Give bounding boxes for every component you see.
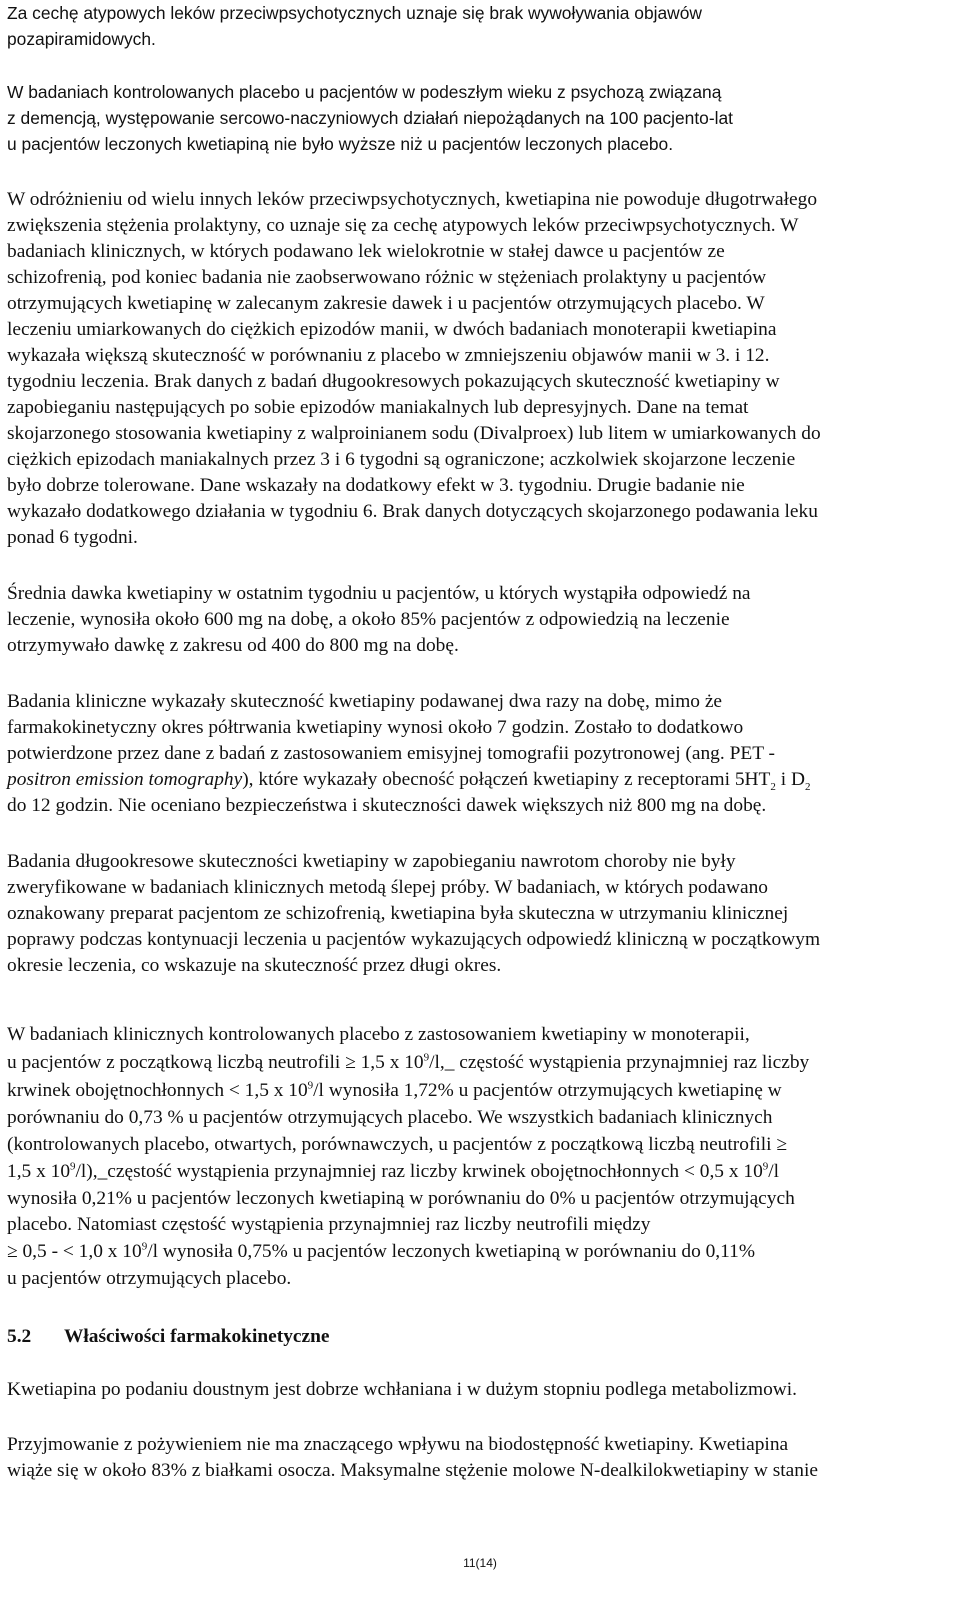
paragraph-3-line-14: ponad 6 tygodni. <box>7 527 138 548</box>
paragraph-3-line-8: tygodniu leczenia. Brak danych z badań długookresowych pokazujących skuteczność kwetiapiny w <box>7 371 780 392</box>
text-run: ), które wykazały obecność połączeń kwetiapiny z receptorami 5HT <box>242 769 771 790</box>
section-number: 5.2 <box>7 1326 32 1347</box>
paragraph-7-line-7: wynosiła 0,21% u pacjentów leczonych kwetiapiną w porównaniu do 0% u pacjentów otrzymujących <box>7 1188 795 1209</box>
paragraph-3-line-3: badaniach klinicznych, w których podawano lek wielokrotnie w stałej dawce u pacjentów ze <box>7 241 725 262</box>
text-run: krwinek obojętnochłonnych < 1,5 x 10 <box>7 1080 308 1101</box>
paragraph-1-line-1: Za cechę atypowych leków przeciwpsychotycznych uznaje się brak wywoływania objawów <box>7 3 702 23</box>
superscript: 9 <box>307 1079 314 1092</box>
superscript: 9 <box>141 1240 148 1253</box>
paragraph-6-line-5: okresie leczenia, co wskazuje na skuteczność przez długi okres. <box>7 955 502 976</box>
superscript: 9 <box>70 1160 76 1173</box>
section-heading <box>7 1324 330 1350</box>
paragraph-7-line-4: porównaniu do 0,73 % u pacjentów otrzymujących placebo. We wszystkich badaniach klinicznych <box>7 1107 773 1128</box>
paragraph-4-line-3: otrzymywało dawkę z zakresu od 400 do 800 mg na dobę. <box>7 635 459 656</box>
paragraph-7-line-5: (kontrolowanych placebo, otwartych, porównawczych, u pacjentów z początkową liczbą neutrofili ≥ <box>7 1134 788 1155</box>
paragraph-8-line-1: Kwetiapina po podaniu doustnym jest dobrze wchłaniana i w dużym stopniu podlega metabolizmowi. <box>7 1379 797 1400</box>
paragraph-5-line-2: farmakokinetyczny okres półtrwania kwetiapiny wynosi około 7 godzin. Zostało to dodatkowo <box>7 717 744 738</box>
paragraph-2-line-3: u pacjentów leczonych kwetiapiną nie było wyższe niż u pacjentów leczonych placebo. <box>7 134 674 154</box>
paragraph-6-line-3: oznakowany preparat pacjentom ze schizofrenią, kwetiapina była skuteczna w utrzymaniu klinicznej <box>7 903 789 924</box>
paragraph-6-line-2: zweryfikowane w badaniach klinicznych metodą ślepej próby. W badaniach, w których podawano <box>7 877 768 898</box>
section-title: Właściwości farmakokinetyczne <box>64 1326 330 1347</box>
paragraph-3-line-9: zapobieganiu następujących po sobie epizodów maniakalnych lub depresyjnych. Dane na temat <box>7 397 749 418</box>
paragraph-6-line-4: poprawy podczas kontynuacji leczenia u pacjentów wykazujących odpowiedź kliniczną w początkowym <box>7 929 821 950</box>
paragraph-5-line-5: do 12 godzin. Nie oceniano bezpieczeństwa i skuteczności dawek większych niż 800 mg na dobę. <box>7 795 767 816</box>
paragraph-7-line-1: W badaniach klinicznych kontrolowanych placebo z zastosowaniem kwetiapiny w monoterapii, <box>7 1024 750 1045</box>
paragraph-3-line-2: zwiększenia stężenia prolaktyny, co uznaje się za cechę atypowych leków przeciwpsychotycznych. W <box>7 215 799 236</box>
subscript: 2 <box>770 780 776 793</box>
text-run: /l),_częstość wystąpienia przynajmniej raz liczby krwinek obojętnochłonnych < 0,5 x 10 <box>75 1161 763 1182</box>
paragraph-7-line-3 <box>7 1078 782 1104</box>
paragraph-1-line-2: pozapiramidowych. <box>7 29 156 49</box>
paragraph-9-line-2: wiąże się w około 83% z białkami osocza. Maksymalne stężenie molowe N-dealkilokwetiapiny w stanie <box>7 1460 818 1481</box>
paragraph-9-line-1: Przyjmowanie z pożywieniem nie ma znaczącego wpływu na biodostępność kwetiapiny. Kwetiapina <box>7 1434 789 1455</box>
text-run: /l wynosiła 1,72% u pacjentów otrzymujących kwetiapinę w <box>313 1080 782 1101</box>
paragraph-7-line-2 <box>7 1050 809 1076</box>
page-number: 11(14) <box>463 1556 497 1570</box>
paragraph-3-line-10: skojarzonego stosowania kwetiapiny z walproinianem sodu (Divalproex) lub litem w umiarkowanych do <box>7 423 821 444</box>
superscript: 9 <box>423 1051 430 1064</box>
paragraph-5-line-3: potwierdzone przez dane z badań z zastosowaniem emisyjnej tomografii pozytronowej (ang. PET - <box>7 743 776 764</box>
paragraph-7-line-6 <box>7 1159 779 1185</box>
paragraph-4-line-1: Średnia dawka kwetiapiny w ostatnim tygodniu u pacjentów, u których wystąpiła odpowiedź na <box>7 583 751 604</box>
paragraph-5-line-4 <box>7 767 810 793</box>
paragraph-3-line-6: leczeniu umiarkowanych do ciężkich epizodów manii, w dwóch badaniach monoterapii kwetiapina <box>7 319 777 340</box>
paragraph-3-line-7: wykazała większą skuteczność w porównaniu z placebo w zmniejszeniu objawów manii w 3. i 12. <box>7 345 770 366</box>
paragraph-4-line-2: leczenie, wynosiła około 600 mg na dobę, a około 85% pacjentów z odpowiedzią na leczenie <box>7 609 730 630</box>
paragraph-2-line-1: W badaniach kontrolowanych placebo u pacjentów w podeszłym wieku z psychozą związaną <box>7 82 722 102</box>
paragraph-3-line-13: wykazało dodatkowego działania w tygodniu 6. Brak danych dotyczących skojarzonego podawania leku <box>7 501 818 522</box>
subscript: 2 <box>804 780 811 793</box>
text-run: i D <box>775 769 805 790</box>
text-run: ≥ 0,5 - < 1,0 x 10 <box>7 1241 142 1262</box>
text-run: 1,5 x 10 <box>7 1161 71 1182</box>
paragraph-3-line-12: było dobrze tolerowane. Dane wskazały na dodatkowy efekt w 3. tygodniu. Drugie badanie nie <box>7 475 745 496</box>
italic-term: positron emission tomography <box>7 769 243 790</box>
text-run: /l,_ częstość wystąpienia przynajmniej raz liczby <box>429 1052 810 1073</box>
paragraph-3-line-4: schizofrenią, pod koniec badania nie zaobserwowano różnic w stężeniach prolaktyny u pacjentów <box>7 267 767 288</box>
paragraph-2-line-2: z demencją, występowanie sercowo-naczyniowych działań niepożądanych na 100 pacjento-lat <box>7 108 733 128</box>
paragraph-7-line-9 <box>7 1239 755 1265</box>
paragraph-3-line-5: otrzymujących kwetiapinę w zalecanym zakresie dawek i u pacjentów otrzymujących placebo. W <box>7 293 765 314</box>
superscript: 9 <box>762 1160 769 1173</box>
paragraph-7-line-10: u pacjentów otrzymujących placebo. <box>7 1268 292 1289</box>
paragraph-3-line-11: ciężkich epizodach maniakalnych przez 3 i 6 tygodni są ograniczone; aczkolwiek skojarzone leczenie <box>7 449 796 470</box>
text-run: u pacjentów z początkową liczbą neutrofili ≥ 1,5 x 10 <box>7 1052 424 1073</box>
paragraph-7-line-8: placebo. Natomiast częstość wystąpienia przynajmniej raz liczby neutrofili między <box>7 1214 651 1235</box>
text-run: /l <box>768 1161 780 1182</box>
paragraph-5-line-1: Badania kliniczne wykazały skuteczność kwetiapiny podawanej dwa razy na dobę, mimo że <box>7 691 723 712</box>
paragraph-3-line-1: W odróżnieniu od wielu innych leków przeciwpsychotycznych, kwetiapina nie powoduje długotrwałego <box>7 189 818 210</box>
text-run: /l wynosiła 0,75% u pacjentów leczonych kwetiapiną w porównaniu do 0,11% <box>147 1241 755 1262</box>
paragraph-6-line-1: Badania długookresowe skuteczności kwetiapiny w zapobieganiu nawrotom choroby nie były <box>7 851 736 872</box>
